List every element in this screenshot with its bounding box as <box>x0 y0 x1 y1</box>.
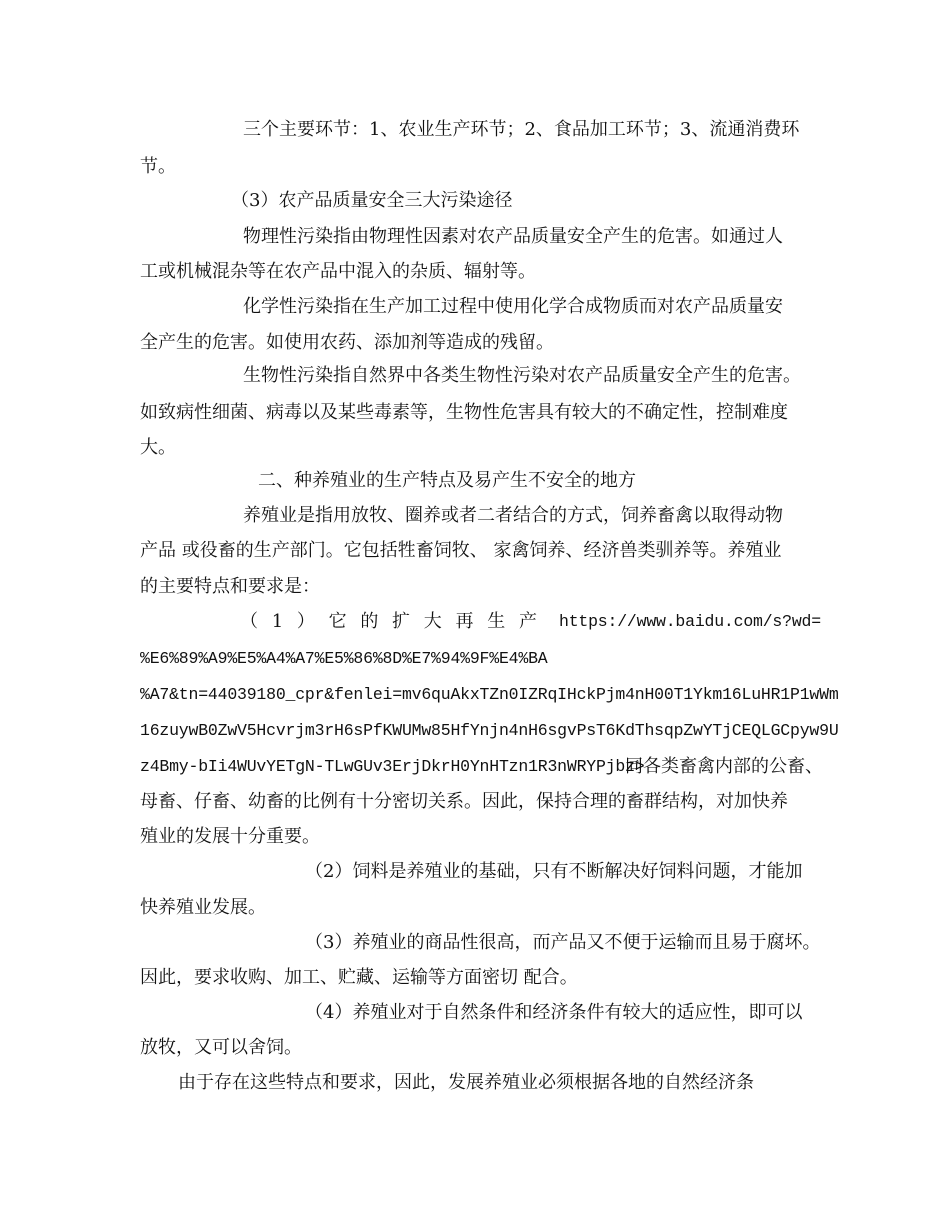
text-line: 放牧，又可以舍饲。 <box>140 1037 302 1058</box>
text-line: （3）养殖业的商品性很高，而产品又不便于运输而且易于腐坏。 <box>305 932 821 953</box>
text-line: 全产生的危害。如使用农药、添加剂等造成的残留。 <box>140 332 554 353</box>
section-heading: （3）农产品质量安全三大污染途径 <box>231 190 513 211</box>
text-line: 同各类畜禽内部的公畜、 <box>625 756 823 777</box>
text-line: 因此，要求收购、加工、贮藏、运输等方面密切 配合。 <box>140 967 578 988</box>
text-line: 生物性污染指自然界中各类生物性污染对农产品质量安全产生的危害。 <box>243 365 801 386</box>
text-line: （4）养殖业对于自然条件和经济条件有较大的适应性，即可以 <box>305 1002 803 1023</box>
text-line: 殖业的发展十分重要。 <box>140 826 320 847</box>
text-line: 物理性污染指由物理性因素对农产品质量安全产生的危害。如通过人 <box>243 226 783 247</box>
url-text: https://www.baidu.com/s?wd= <box>559 612 821 631</box>
text-line: 大。 <box>140 437 176 458</box>
text-line: （2）饲料是养殖业的基础，只有不断解决好饲料问题，才能加 <box>305 861 803 882</box>
text-line: （ 1 ） 它 的 扩 大 再 生 产 <box>240 611 537 632</box>
text-line: 母畜、仔畜、幼畜的比例有十分密切关系。因此，保持合理的畜群结构，对加快养 <box>140 791 788 812</box>
text-line: 由于存在这些特点和要求，因此，发展养殖业必须根据各地的自然经济条 <box>178 1072 754 1093</box>
text-line: 养殖业是指用放牧、圈养或者二者结合的方式，饲养畜禽以取得动物 <box>243 505 783 526</box>
text-line: 节。 <box>140 156 176 177</box>
text-line: 工或机械混杂等在农产品中混入的杂质、辐射等。 <box>140 261 536 282</box>
url-text: 16zuywB0ZwV5Hcvrjm3rH6sPfKWUMw85HfYnjn4nH6sgvPsT6KdThsqpZwYTjCEQLGCpyw9U <box>140 721 839 740</box>
text-line: 三个主要环节：1、农业生产环节；2、食品加工环节；3、流通消费环 <box>243 119 800 140</box>
url-text: %A7&tn=44039180_cpr&fenlei=mv6quAkxTZn0IZRqIHckPjm4nH00T1Ykm16LuHR1P1wWm <box>140 685 839 704</box>
url-text: %E6%89%A9%E5%A4%A7%E5%86%8D%E7%94%9F%E4%BA <box>140 649 548 668</box>
text-line: 如致病性细菌、病毒以及某些毒素等，生物性危害具有较大的不确定性，控制难度 <box>140 402 788 423</box>
section-heading: 二、种养殖业的生产特点及易产生不安全的地方 <box>258 470 636 491</box>
text-line: 化学性污染指在生产加工过程中使用化学合成物质而对农产品质量安 <box>243 296 783 317</box>
text-line: 的主要特点和要求是： <box>140 576 320 597</box>
url-text: z4Bmy-bIi4WUvYETgN-TLwGUv3ErjDkrH0YnHTzn1R3nWRYPjbz> <box>140 757 645 776</box>
text-line: 产品 或役畜的生产部门。它包括牲畜饲牧、 家禽饲养、经济兽类驯养等。养殖业 <box>140 540 782 561</box>
text-line: 快养殖业发展。 <box>140 897 266 918</box>
